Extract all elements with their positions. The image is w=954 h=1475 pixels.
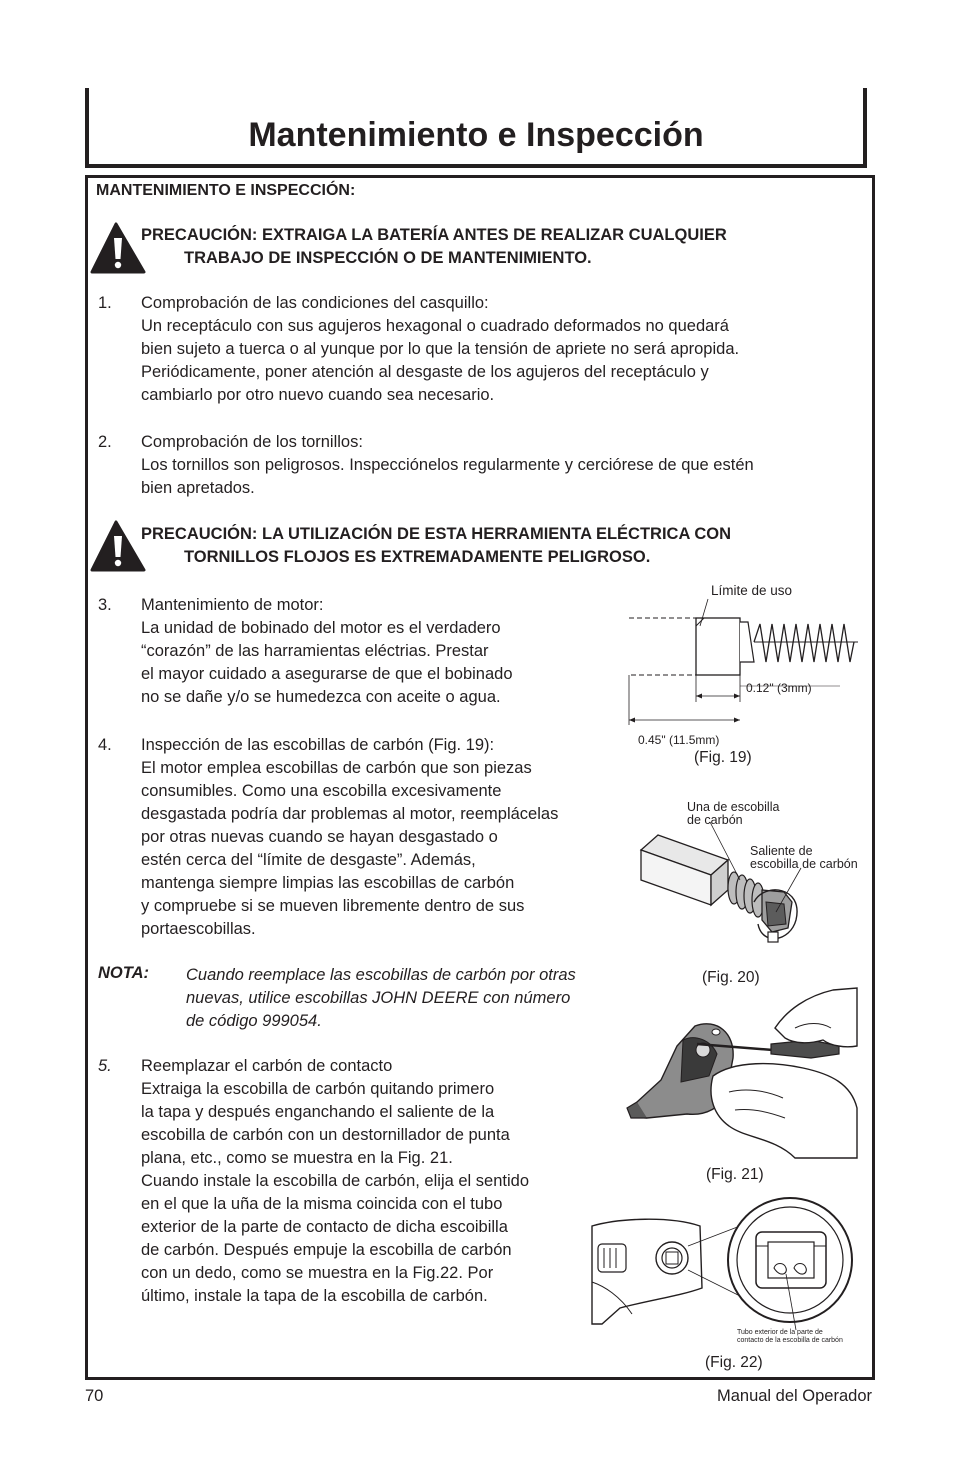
item-4-number: 4. — [98, 736, 112, 754]
warning-2 — [141, 523, 731, 569]
title-frame — [85, 88, 867, 168]
fig20-label-tab-line: Saliente de — [750, 844, 813, 858]
item-1-line: bien sujeto a tuerca o al yunque por lo que la tensión de apriete no será apropida. — [141, 340, 740, 358]
fig20-brush-illustration — [636, 820, 876, 955]
fig19-label-limit: Límite de uso — [711, 583, 793, 598]
fig22-label-tube — [737, 1329, 843, 1345]
page-title: Mantenimiento e Inspección — [248, 116, 704, 154]
fig21-screwdriver-illustration — [625, 988, 865, 1158]
item-4-line: Inspección de las escobillas de carbón (Fig. 19): — [141, 736, 495, 754]
fig19-brush-diagram — [620, 600, 860, 745]
note-text — [186, 964, 646, 1033]
fig20-label-tab — [750, 845, 858, 871]
item-4-line: por otras nuevas cuando se hayan desgastado o — [141, 828, 498, 846]
item-2 — [141, 431, 871, 500]
item-3-line: “corazón” de las harramientas eléctrias. Prestar — [141, 642, 489, 660]
item-5-line: Cuando instale la escobilla de carbón, elija el sentido — [141, 1172, 529, 1190]
item-5-line: en el que la uña de la misma coincida con el tubo — [141, 1195, 503, 1213]
fig20-label-nail-line: Una de escobilla — [687, 800, 780, 814]
item-1-number: 1. — [98, 294, 112, 312]
item-4 — [141, 734, 641, 941]
item-5-line: de carbón. Después empuje la escobilla de carbón — [141, 1241, 512, 1259]
fig20-label-tab-line: escobilla de carbón — [750, 857, 858, 871]
item-2-line: Comprobación de los tornillos: — [141, 433, 363, 451]
warning-1-line-2: TRABAJO DE INSPECCIÓN O DE MANTENIMIENTO. — [184, 249, 592, 267]
item-3-number: 3. — [98, 596, 112, 614]
warning-triangle-icon — [90, 520, 146, 572]
note-line: de código 999054. — [186, 1012, 322, 1030]
fig19-label-large-dim: 0.45" (11.5mm) — [638, 733, 720, 747]
item-4-line: estén cerca del “límite de desgaste”. Además, — [141, 851, 476, 869]
item-5-number: 5. — [98, 1057, 112, 1075]
item-4-line: desgastada podría dar problemas al motor, reemplácelas — [141, 805, 559, 823]
item-5-line: escobilla de carbón con un destornillador de punta — [141, 1126, 510, 1144]
item-4-line: consumibles. Como una escobilla excesivamente — [141, 782, 502, 800]
item-4-line: y compruebe si se mueven libremente dentro de sus — [141, 897, 525, 915]
item-5-line: exterior de la parte de contacto de dicha escoibilla — [141, 1218, 508, 1236]
fig21-caption: (Fig. 21) — [706, 1166, 764, 1183]
item-5-line: último, instale la tapa de la escobilla de carbón. — [141, 1287, 488, 1305]
item-4-line: portaescobillas. — [141, 920, 256, 938]
note-line: nuevas, utilice escobillas JOHN DEERE con número — [186, 989, 571, 1007]
item-1-line: cambiarlo por otro nuevo cuando sea necesario. — [141, 386, 495, 404]
manual-name: Manual del Operador — [716, 1387, 872, 1405]
fig22-label-tube-line: Tubo exterior de la parte de — [737, 1329, 823, 1336]
item-5-line: la tapa y después enganchando el saliente de la — [141, 1103, 495, 1121]
item-1-line: Comprobación de las condiciones del casquillo: — [141, 294, 489, 312]
item-1-line: Periódicamente, poner atención al desgaste de los agujeros del receptáculo y — [141, 363, 709, 381]
fig20-label-nail — [687, 801, 779, 827]
fig22-brush-holder-illustration — [590, 1196, 870, 1346]
item-2-line: bien apretados. — [141, 479, 255, 497]
item-1 — [141, 292, 871, 407]
note-line: Cuando reemplace las escobillas de carbón por otras — [186, 966, 576, 984]
note-label: NOTA: — [98, 964, 150, 982]
item-4-line: mantenga siempre limpias las escobillas de carbón — [141, 874, 515, 892]
item-4-line: El motor emplea escobillas de carbón que son piezas — [141, 759, 532, 777]
warning-2-line-2: TORNILLOS FLOJOS ES EXTREMADAMENTE PELIGROSO. — [184, 548, 651, 566]
item-2-line: Los tornillos son peligrosos. Inspecciónelos regularmente y cerciórese de que estén — [141, 456, 754, 474]
item-2-number: 2. — [98, 433, 112, 451]
warning-triangle-icon — [90, 222, 146, 274]
warning-1 — [141, 224, 727, 270]
fig20-label-nail-line: de carbón — [687, 813, 743, 827]
item-3 — [141, 594, 611, 709]
item-1-line: Un receptáculo con sus agujeros hexagonal o cuadrado deformados no quedará — [141, 317, 729, 335]
item-3-line: el mayor cuidado a asegurarse de que el bobinado — [141, 665, 513, 683]
item-5-line: Reemplazar el carbón de contacto — [141, 1057, 393, 1075]
item-5-line: plana, etc., como se muestra en la Fig. 21. — [141, 1149, 453, 1167]
item-3-line: La unidad de bobinado del motor es el verdadero — [141, 619, 501, 637]
fig20-caption: (Fig. 20) — [702, 969, 760, 986]
page-number: 70 — [85, 1387, 104, 1405]
fig22-caption: (Fig. 22) — [705, 1354, 763, 1371]
section-heading: MANTENIMIENTO E INSPECCIÓN: — [96, 182, 356, 199]
item-3-line: no se dañe y/o se humedezca con aceite o agua. — [141, 688, 501, 706]
warning-1-line-1: PRECAUCIÓN: EXTRAIGA LA BATERÍA ANTES DE REALIZAR CUALQUIER — [141, 226, 727, 244]
item-5-line: con un dedo, como se muestra en la Fig.22. Por — [141, 1264, 494, 1282]
warning-2-line-1: PRECAUCIÓN: LA UTILIZACIÓN DE ESTA HERRAMIENTA ELÉCTRICA CON — [141, 525, 732, 543]
fig19-caption: (Fig. 19) — [694, 749, 752, 766]
fig22-label-tube-line: contacto de la escobilla de carbón — [737, 1337, 843, 1344]
fig19-label-small-dim: 0.12" (3mm) — [746, 681, 812, 695]
item-5-line: Extraiga la escobilla de carbón quitando primero — [141, 1080, 495, 1098]
item-3-line: Mantenimiento de motor: — [141, 596, 324, 614]
item-5 — [141, 1055, 611, 1308]
